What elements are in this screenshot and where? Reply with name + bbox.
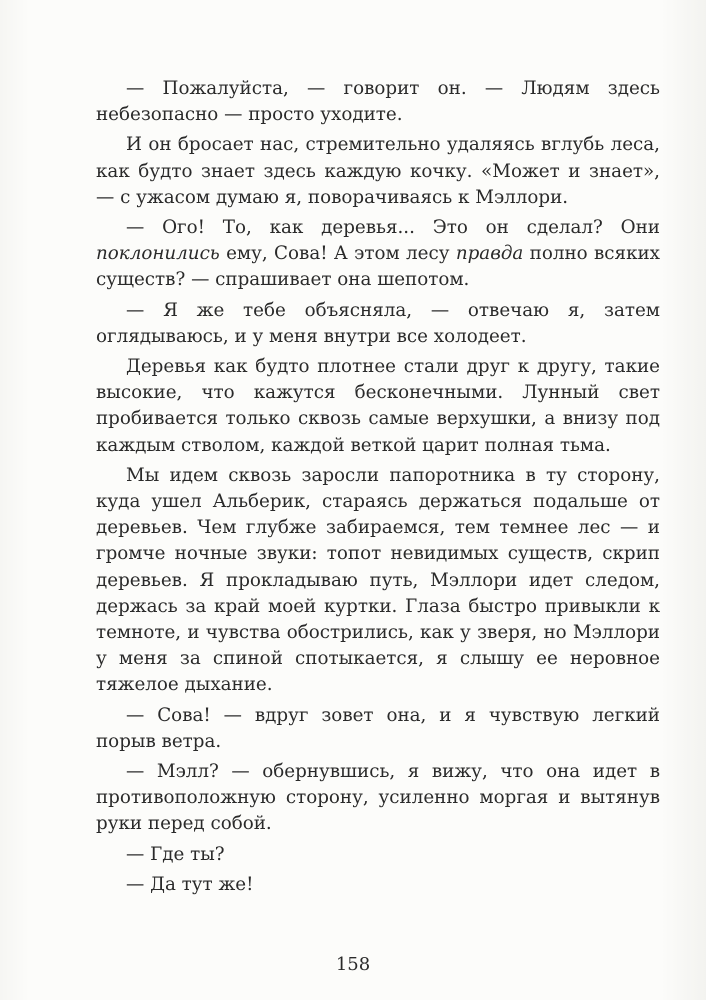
italic-word: поклонились [96, 243, 220, 265]
text-segment: — Пожалуйста, — говорит он. — Людям здесь небезопасно — просто уходите. [96, 78, 660, 126]
paragraph-7 [96, 703, 660, 755]
text-segment: — Сова! — вдруг зовет она, и я чувствую легкий порыв ветра. [96, 704, 660, 752]
text-segment: Мы идем сквозь заросли папоротника в ту сторону, куда ушел Альберик, стараясь держаться подальше от деревьев. Чем глубже забираемся, тем темнее лес — и громче ночные звуки: топот невидимых существ, скрип деревьев. Я прокладываю путь, Мэллори идет следом, держась за край моей куртки. Глаза быстро привыкли к темноте, и чувства обострились, как у зверя, но Мэллори у меня за спиной спотыкается, я слышу ее неровное тяжелое дыхание. [96, 464, 660, 696]
paragraph-9 [96, 842, 660, 868]
paragraph-5 [96, 354, 660, 459]
text-segment: И он бросает нас, стремительно удаляясь вглубь леса, как будто знает здесь каждую кочку. «Может и знает», — с ужасом думаю я, поворачиваясь к Мэллори. [96, 134, 660, 208]
text-segment: — Ого! То, как деревья... Это он сделал? Они [126, 217, 660, 239]
paragraph-8 [96, 759, 660, 838]
text-segment: — Да тут же! [126, 873, 254, 895]
text-segment: — Я же тебе объясняла, — отвечаю я, затем оглядываюсь, и у меня внутри все холодеет. [96, 299, 660, 347]
paragraph-10 [96, 872, 660, 898]
paragraph-3 [96, 215, 660, 294]
page-number: 158 [335, 954, 371, 975]
text-segment: ему, Сова! А этом лесу [219, 243, 456, 265]
paragraph-4 [96, 298, 660, 350]
paragraph-1 [96, 76, 660, 128]
paragraph-2 [96, 132, 660, 211]
paragraph-6 [96, 463, 660, 699]
text-segment: Деревья как будто плотнее стали друг к другу, такие высокие, что кажутся бесконечными. Лунный свет пробивается только сквозь самые верхушки, а внизу под каждым стволом, каждой веткой царит полная тьма. [96, 356, 660, 456]
body-text [96, 76, 660, 902]
text-segment: полно всяких существ? — спрашивает она шепотом. [96, 243, 660, 291]
italic-word: правда [455, 243, 524, 265]
text-segment: — Мэлл? — обернувшись, я вижу, что она идет в противоположную сторону, усиленно моргая и вытянув руки перед собой. [96, 761, 660, 835]
text-segment: — Где ты? [126, 843, 225, 865]
